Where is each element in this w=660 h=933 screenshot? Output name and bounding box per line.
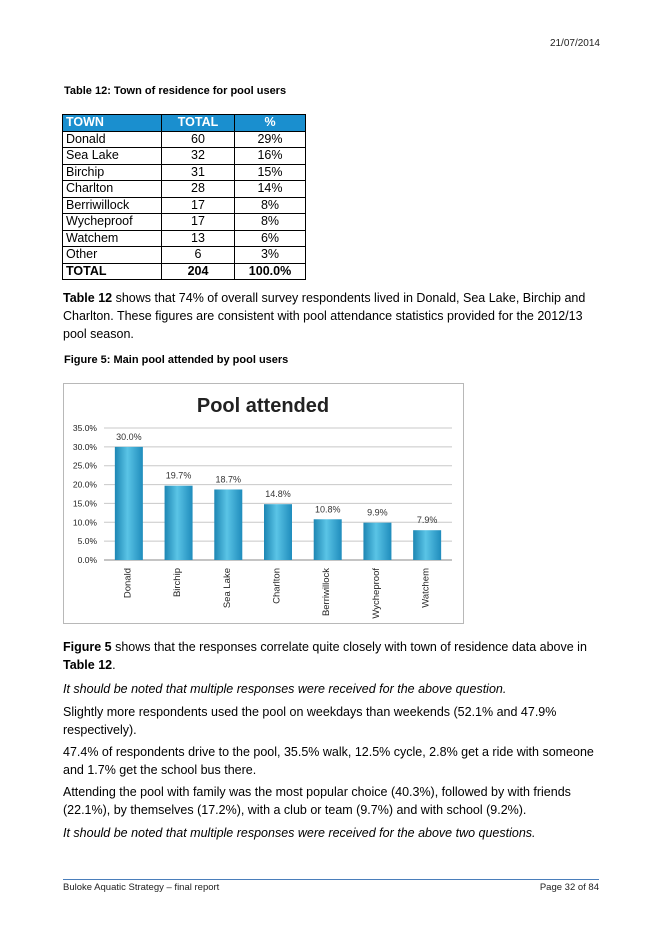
header-date: 21/07/2014: [549, 38, 600, 49]
bar-sea-lake: [214, 489, 242, 560]
bar-birchip: [165, 486, 193, 560]
total-cell: 17: [162, 214, 235, 231]
data-label: 10.8%: [314, 504, 341, 515]
x-tick-label: Sea Lake: [221, 568, 233, 609]
paragraph2-end: .: [112, 658, 116, 672]
y-tick-label: 10.0%: [72, 517, 97, 528]
bar-watchem: [413, 530, 441, 560]
x-tick-label: Birchip: [172, 568, 184, 598]
y-tick-label: 35.0%: [72, 423, 97, 433]
figure5-ref: Figure 5: [63, 640, 112, 654]
total-cell: 17: [162, 197, 235, 214]
paragraph2-text: shows that the responses correlate quite closely with town of residence data above in: [111, 640, 587, 654]
town-cell: Birchip: [63, 164, 162, 181]
chart-title: Pool attended: [196, 395, 330, 417]
town-cell: Wycheproof: [63, 214, 162, 231]
bar-berriwillock: [314, 519, 342, 560]
footer-report-title: Buloke Aquatic Strategy – final report: [63, 882, 220, 893]
paragraph-table12-summary: [63, 289, 603, 343]
percent-cell: 3%: [235, 247, 306, 264]
percent-cell: 29%: [235, 131, 306, 148]
data-label: 7.9%: [416, 515, 438, 526]
y-tick-label: 0.0%: [77, 555, 97, 565]
table-total-row: [63, 263, 306, 280]
figure-caption: Figure 5: Main pool attended by pool users: [64, 354, 289, 366]
total-cell: 31: [162, 164, 235, 181]
table12-ref-2: Table 12: [63, 658, 113, 672]
town-cell: Watchem: [63, 230, 162, 247]
percent-cell: 15%: [235, 164, 306, 181]
table-row: [63, 230, 306, 247]
pool-attended-chart: [63, 383, 464, 624]
table-row: [63, 148, 306, 165]
total-percent-cell: 100.0%: [235, 263, 306, 280]
x-tick-label: Watchem: [420, 568, 432, 608]
town-cell: Charlton: [63, 181, 162, 198]
header-total: TOTAL: [162, 115, 235, 132]
paragraph-figure5-summary: [63, 638, 603, 674]
data-label: 30.0%: [116, 431, 142, 442]
data-label: 9.9%: [367, 507, 388, 518]
bar-charlton: [264, 504, 292, 560]
y-tick-label: 15.0%: [72, 498, 97, 509]
note-multiple-responses: It should be noted that multiple responses were received for the above question.: [63, 682, 507, 696]
table12-ref: Table 12: [63, 291, 113, 305]
town-cell: Berriwillock: [63, 197, 162, 214]
note-multiple-responses-two: It should be noted that multiple responses were received for the above two questions.: [63, 826, 536, 840]
percent-cell: 8%: [235, 214, 306, 231]
table-header-row: [63, 115, 306, 132]
percent-cell: 16%: [235, 148, 306, 165]
footer-divider: [63, 879, 599, 880]
table-row: [63, 214, 306, 231]
town-cell: Donald: [63, 131, 162, 148]
data-label: 19.7%: [165, 470, 192, 481]
table-row: [63, 247, 306, 264]
y-tick-label: 20.0%: [72, 479, 97, 490]
total-cell: 32: [162, 148, 235, 165]
bar-donald: [115, 447, 143, 560]
total-count-cell: 204: [162, 263, 235, 280]
table-row: [63, 197, 306, 214]
total-cell: 28: [162, 181, 235, 198]
table-caption: Table 12: Town of residence for pool users: [64, 85, 287, 97]
table-row: [63, 131, 306, 148]
bar-wycheproof: [363, 523, 391, 560]
paragraph1-text: shows that 74% of overall survey respondents lived in Donald, Sea Lake, Birchip and Charlton. These figures are consistent with pool attendance statistics provided for the 2012/13 pool season.: [63, 291, 586, 341]
x-tick-label: Charlton: [271, 568, 283, 604]
percent-cell: 14%: [235, 181, 306, 198]
table-row: [63, 181, 306, 198]
total-cell: 13: [162, 230, 235, 247]
footer-page-number: Page 32 of 84: [539, 882, 599, 893]
x-tick-label: Wycheproof: [370, 568, 382, 619]
header-town: TOWN: [63, 115, 162, 132]
town-cell: Sea Lake: [63, 148, 162, 165]
paragraph-transport: 47.4% of respondents drive to the pool, 35.5% walk, 12.5% cycle, 2.8% get a ride with someone and 1.7% get the school bus there.: [63, 745, 594, 777]
x-tick-label: Berriwillock: [321, 568, 333, 617]
y-tick-label: 5.0%: [77, 536, 97, 547]
total-cell: 60: [162, 131, 235, 148]
chart-svg: [64, 384, 463, 623]
percent-cell: 8%: [235, 197, 306, 214]
x-tick-label: Donald: [122, 568, 134, 599]
total-label-cell: TOTAL: [63, 263, 162, 280]
header-percent: %: [235, 115, 306, 132]
town-cell: Other: [63, 247, 162, 264]
paragraph-weekdays: Slightly more respondents used the pool on weekdays than weekends (52.1% and 47.9% respectively).: [63, 705, 557, 737]
y-tick-label: 25.0%: [72, 460, 97, 471]
table-row: [63, 164, 306, 181]
y-tick-label: 30.0%: [72, 441, 97, 452]
paragraph-companions: Attending the pool with family was the most popular choice (40.3%), followed by with friends (22.1%), by themselves (17.2%), with a club or team (9.7%) and with school (9.2%).: [63, 785, 571, 817]
data-label: 14.8%: [265, 489, 291, 500]
total-cell: 6: [162, 247, 235, 264]
percent-cell: 6%: [235, 230, 306, 247]
data-label: 18.7%: [215, 474, 242, 485]
residence-table: [62, 114, 306, 280]
